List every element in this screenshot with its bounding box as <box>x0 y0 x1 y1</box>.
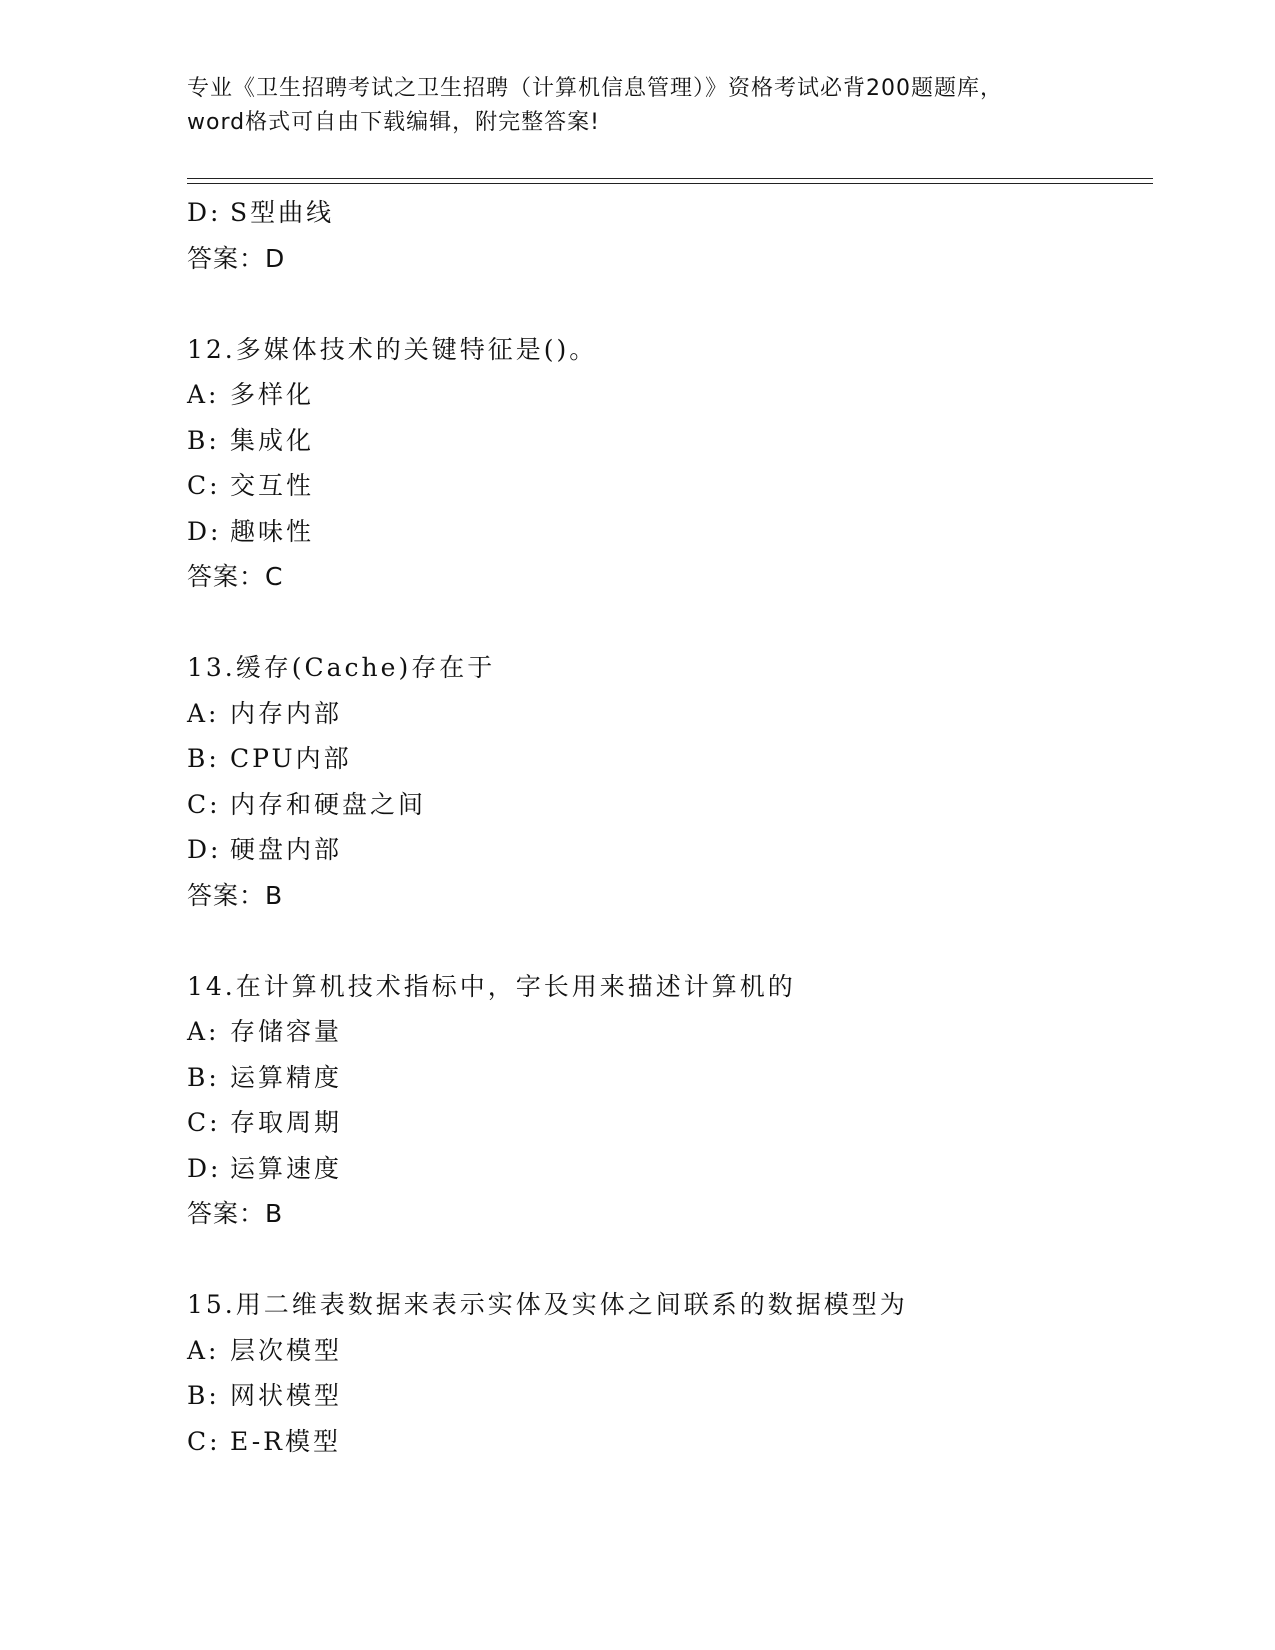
option-text: 多样化 <box>230 380 315 409</box>
option-text: 运算速度 <box>230 1153 343 1183</box>
option-line <box>187 782 1147 828</box>
option-line <box>187 1055 1147 1101</box>
header-divider-bottom <box>187 183 1153 184</box>
option-key: C: <box>187 789 221 819</box>
option-text: 层次模型 <box>230 1335 343 1365</box>
header-divider-top <box>187 178 1153 179</box>
option-key: B: <box>187 425 220 455</box>
answer-line: 答案：B <box>187 1199 284 1228</box>
option-key: D: <box>187 198 222 227</box>
spacer <box>187 600 1147 646</box>
option-text: 运算精度 <box>230 1062 343 1092</box>
option-line <box>187 827 1147 873</box>
option-key: C: <box>187 1108 221 1137</box>
spacer <box>187 1237 1147 1283</box>
option-line <box>187 509 1147 555</box>
option-line <box>187 1009 1147 1055</box>
option-text: 交互性 <box>230 471 315 500</box>
option-key: B: <box>187 1062 220 1092</box>
option-key: C: <box>187 1426 221 1456</box>
option-text: 内存和硬盘之间 <box>230 789 427 819</box>
option-text: 网状模型 <box>230 1381 343 1410</box>
option-line <box>187 463 1147 509</box>
option-key: A: <box>187 380 220 409</box>
header-line-2: word格式可自由下载编辑，附完整答案! <box>187 110 600 135</box>
option-line <box>187 372 1147 418</box>
question-text: 14.在计算机技术指标中，字长用来描述计算机的 <box>187 971 796 1001</box>
option-line <box>187 1146 1147 1192</box>
document-header <box>187 72 1087 140</box>
option-line <box>187 1100 1147 1146</box>
spacer <box>187 281 1147 327</box>
header-line-1: 专业《卫生招聘考试之卫生招聘（计算机信息管理）》资格考试必背200题题库， <box>187 76 1003 101</box>
option-text: CPU内部 <box>230 744 352 773</box>
answer-line: 答案：D <box>187 243 286 273</box>
option-text: E-R模型 <box>230 1426 341 1456</box>
question-text: 15.用二维表数据来表示实体及实体之间联系的数据模型为 <box>187 1290 908 1319</box>
option-text: 存取周期 <box>230 1108 343 1137</box>
option-key: A: <box>187 1017 220 1046</box>
option-key: A: <box>187 1335 220 1365</box>
option-line <box>187 190 1147 236</box>
option-text: 趣味性 <box>230 516 315 546</box>
option-line <box>187 418 1147 464</box>
option-key: C: <box>187 471 221 500</box>
option-key: B: <box>187 744 220 773</box>
option-text: S型曲线 <box>230 198 335 227</box>
option-line <box>187 1373 1147 1419</box>
option-key: D: <box>187 516 222 546</box>
option-text: 硬盘内部 <box>230 835 343 864</box>
answer-line: 答案：C <box>187 562 284 591</box>
question-list <box>187 190 1147 1464</box>
option-key: D: <box>187 1153 222 1183</box>
option-line <box>187 1328 1147 1374</box>
option-key: A: <box>187 698 220 728</box>
option-line <box>187 1419 1147 1465</box>
question-text: 13.缓存(Cache)存在于 <box>187 653 496 682</box>
option-key: D: <box>187 835 222 864</box>
option-text: 内存内部 <box>230 698 343 728</box>
option-text: 存储容量 <box>230 1017 343 1046</box>
option-line <box>187 691 1147 737</box>
question-text: 12.多媒体技术的关键特征是()。 <box>187 334 598 364</box>
option-text: 集成化 <box>230 425 315 455</box>
option-line <box>187 736 1147 782</box>
spacer <box>187 918 1147 964</box>
option-key: B: <box>187 1381 220 1410</box>
answer-line: 答案：B <box>187 880 284 910</box>
